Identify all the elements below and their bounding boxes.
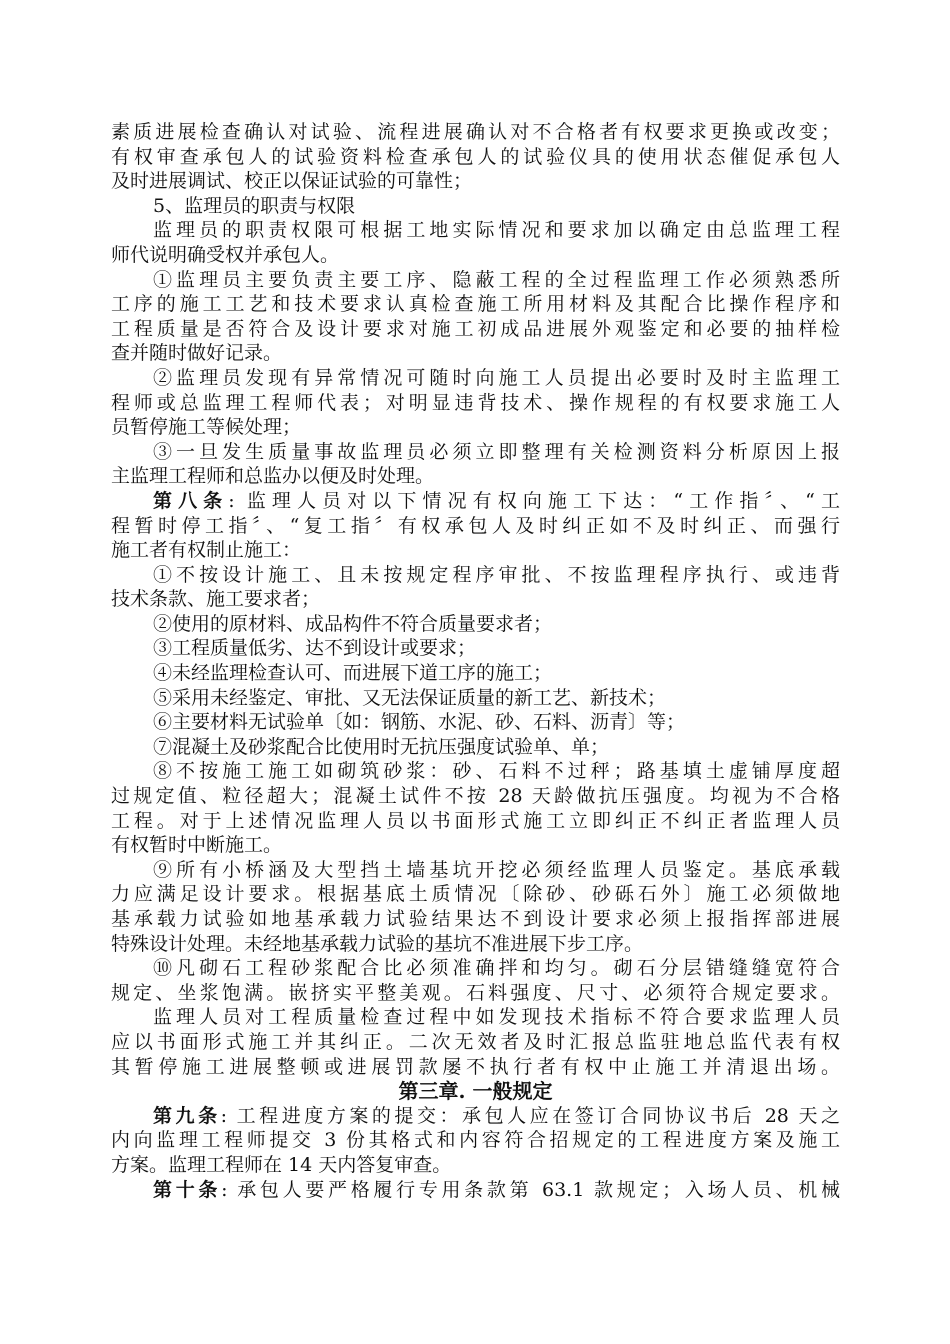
body-line: 监理人员对工程质量检查过程中如发现技术指标不符合要求监理人员 <box>153 1006 840 1029</box>
article-text: : 工程进度方案的提交：承包人应在签订合同协议书后 28 天之 <box>220 1104 840 1127</box>
article-text: : 监理人员对以下情况有权向施工下达：“工作指〞、“工 <box>228 489 840 512</box>
article-label: 第八条 <box>153 489 229 512</box>
body-line: 方案。监理工程师在 14 天内答复审查。 <box>111 1153 452 1176</box>
list-item-line: 工程。对于上述情况监理人员以书面形式施工立即纠正不纠正者监理人员 <box>111 809 840 832</box>
article-line <box>111 1104 840 1129</box>
chapter-heading: 第三章. 一般规定 <box>398 1079 553 1104</box>
list-item-line: ②监理员发现有异常情况可随时向施工人员提出必要时及时主监理工 <box>153 366 840 389</box>
list-item-line: ⑥主要材料无试验单〔如：钢筋、水泥、砂、石料、沥青〕等； <box>153 711 686 734</box>
list-item-line: ⑨所有小桥涵及大型挡土墙基坑开挖必须经监理人员鉴定。基底承载 <box>153 858 840 881</box>
article-text: : 承包人要严格履行专用条款第 63.1 款规定；入场人员、机械 <box>221 1178 840 1201</box>
list-item-line: 技术条款、施工要求者； <box>111 588 321 611</box>
list-item-line: ④未经监理检查认可、而进展下道工序的施工； <box>153 662 553 685</box>
body-line: 素质进展检查确认对试验、流程进展确认对不合格者有权要求更换或改变； <box>111 121 840 143</box>
body-line: 其暂停施工进展整顿或进展罚款屡不执行者有权中止施工并清退出场。 <box>111 1055 840 1078</box>
list-item-line: 工序的施工工艺和技术要求认真检查施工所用材料及其配合比操作程序和 <box>111 293 840 316</box>
body-line: 应以书面形式施工并其纠正。二次无效者及时汇报总监驻地总监代表有权 <box>111 1030 840 1053</box>
list-item-line: ⑩凡砌石工程砂浆配合比必须准确拌和均匀。砌石分层错缝缝宽符合 <box>153 957 840 980</box>
list-item-line: ②使用的原材料、成品构件不符合质量要求者； <box>153 612 553 635</box>
list-item-line: ①不按设计施工、且未按规定程序审批、不按监理程序执行、或违背 <box>153 563 840 586</box>
list-item-line: 力应满足设计要求。根据基底土质情况〔除砂、砂砾石外〕施工必须做地 <box>111 883 840 906</box>
list-item-line: ③工程质量低劣、达不到设计或要求； <box>153 637 477 660</box>
article-line <box>111 489 840 514</box>
section-subheading: 5、监理员的职责与权限 <box>153 194 356 217</box>
list-item-line: ⑤采用未经鉴定、审批、又无法保证质量的新工艺、新技术； <box>153 686 667 709</box>
body-line: 监理员的职责权限可根据工地实际情况和要求加以确定由总监理工程 <box>153 219 840 242</box>
body-line: 师代说明确受权并承包人。 <box>111 243 340 266</box>
list-item-line: 基承载力试验如地基承载力试验结果达不到设计要求必须上报指挥部进展 <box>111 908 840 930</box>
list-item-line: 有权暂时中断施工。 <box>111 834 283 857</box>
list-item-line: ⑦混凝土及砂浆配合比使用时无抗压强度试验单、单； <box>153 735 610 758</box>
body-line: 有权审查承包人的试验资料检查承包人的试验仪具的使用状态催促承包人 <box>111 145 840 168</box>
body-line: 内向监理工程师提交 3 份其格式和内容符合招规定的工程进度方案及施工 <box>111 1129 840 1152</box>
article-label: 第十条 <box>153 1178 222 1201</box>
list-item-line: ③一旦发生质量事故监理员必须立即整理有关检测资料分析原因上报 <box>153 440 840 463</box>
list-item-line: 工程质量是否符合及设计要求对施工初成品进展外观鉴定和必要的抽样检 <box>111 317 840 340</box>
list-item-line: 主监理工程师和总监办以便及时处理。 <box>111 465 435 488</box>
list-item-line: ⑧不按施工施工如砌筑砂浆：砂、石料不过秤；路基填土虚铺厚度超 <box>153 760 840 783</box>
body-line: 施工者有权制止施工： <box>111 539 302 562</box>
list-item-line: 规定、坐浆饱满。嵌挤实平整美观。石料强度、尺寸、必须符合规定要求。 <box>111 981 840 1004</box>
list-item-line: ①监理员主要负责主要工序、隐蔽工程的全过程监理工作必须熟悉所 <box>153 268 840 291</box>
list-item-line: 查并随时做好记录。 <box>111 342 283 365</box>
document-body <box>111 120 840 1202</box>
list-item-line: 员暂停施工等候处理； <box>111 416 302 439</box>
list-item-line: 程师或总监理工程师代表；对明显违背技术、操作规程的有权要求施工人 <box>111 391 840 414</box>
list-item-line: 过规定值、粒径超大；混凝土试件不按 28 天龄做抗压强度。均视为不合格 <box>111 785 840 808</box>
list-item-line: 特殊设计处理。未经地基承载力试验的基坑不准进展下步工序。 <box>111 932 644 955</box>
article-line <box>111 1178 840 1203</box>
article-label: 第九条 <box>153 1104 221 1127</box>
body-line: 及时进展调试、校正以保证试验的可靠性； <box>111 170 473 193</box>
body-line: 程暂时停工指〞、“复工指〞有权承包人及时纠正如不及时纠正、而强行 <box>111 514 840 537</box>
